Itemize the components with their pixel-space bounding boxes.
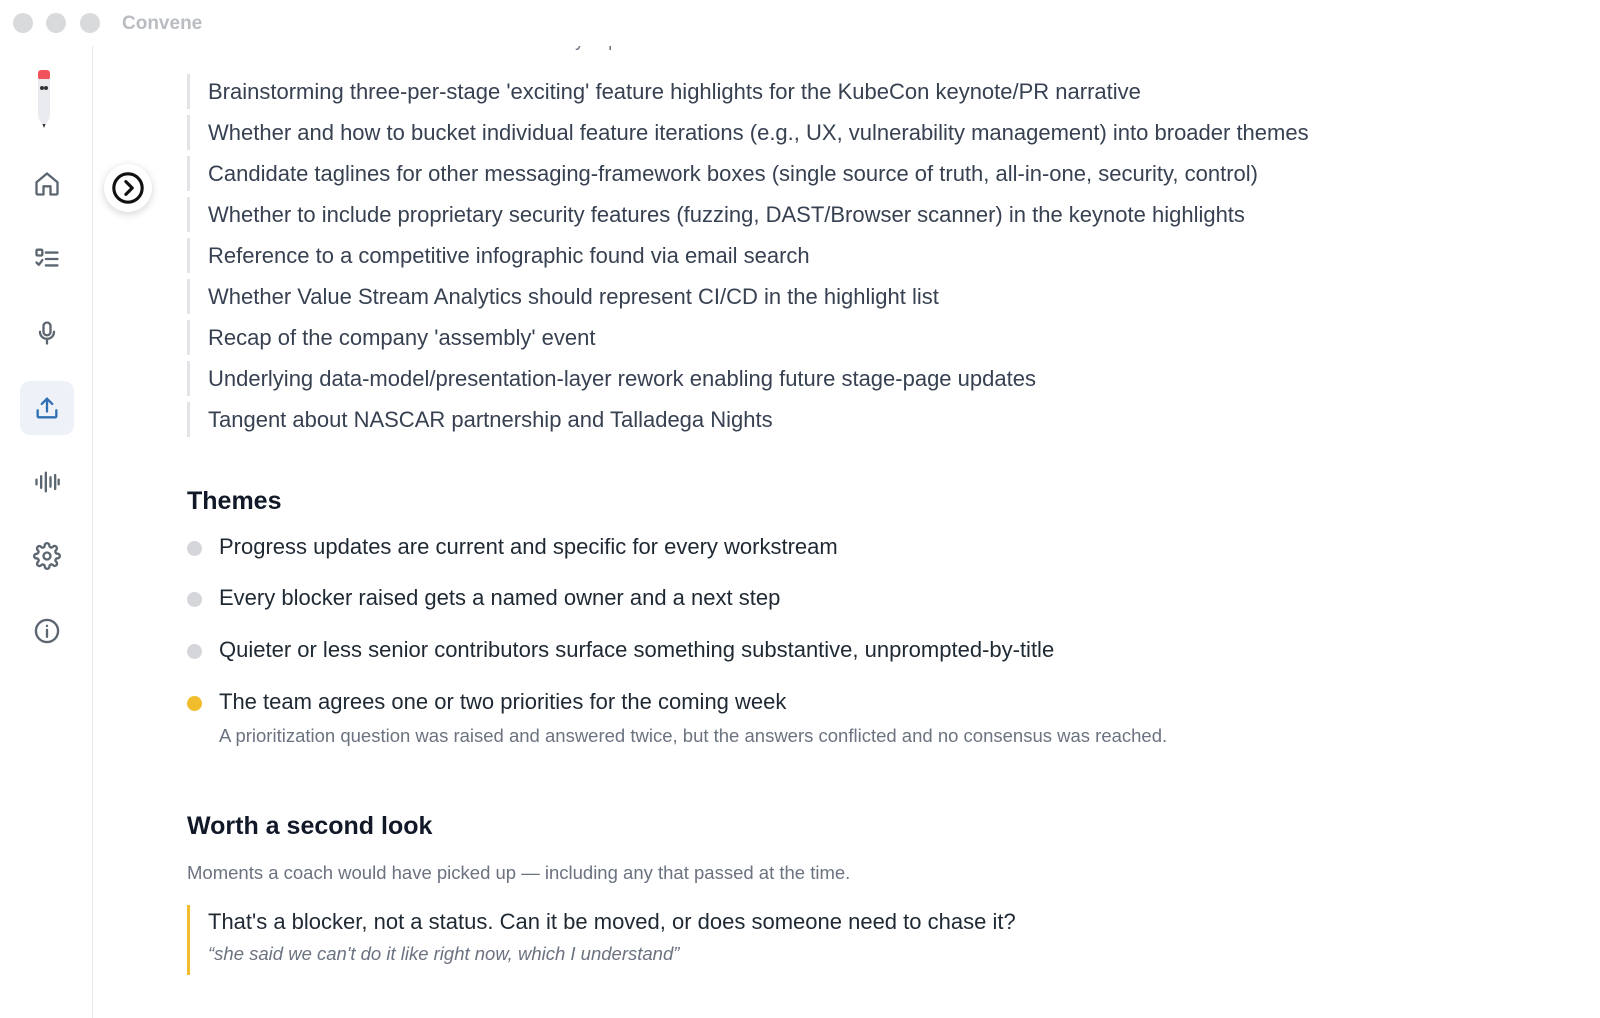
status-dot	[187, 696, 202, 711]
status-dot	[187, 644, 202, 659]
theme-text: The team agrees one or two priorities for the coming week	[219, 689, 787, 714]
sidebar-item-home[interactable]	[20, 157, 74, 211]
chevron-right-circle-icon	[111, 171, 145, 205]
checklist-icon	[33, 245, 61, 273]
sidebar-item-record[interactable]	[20, 306, 74, 360]
list-item: Candidate taglines for other messaging-framework boxes (single source of truth, all-in-one, security, control)	[187, 156, 1527, 191]
window-minimize-button[interactable]	[46, 13, 66, 33]
theme-text: Every blocker raised gets a named owner and a next step	[219, 585, 781, 610]
sidebar-item-tasks[interactable]	[20, 232, 74, 286]
list-item: Tangent about NASCAR partnership and Talladega Nights	[187, 402, 1527, 437]
list-item: Recap of the company 'assembly' event	[187, 320, 1527, 355]
toggle-panel-button[interactable]	[104, 164, 152, 212]
sidebar-item-settings[interactable]	[20, 529, 74, 583]
upload-icon	[33, 394, 61, 422]
list-item: Whether and how to bucket individual feature iterations (e.g., UX, vulnerability management) into broader themes	[187, 115, 1527, 150]
parked-topics-list	[187, 74, 1527, 443]
themes-heading: Themes	[187, 487, 282, 515]
theme-item	[187, 585, 1487, 625]
home-icon	[33, 170, 61, 198]
list-item: Whether Value Stream Analytics should represent CI/CD in the highlight list	[187, 279, 1527, 314]
sidebar-item-upload[interactable]	[20, 381, 74, 435]
status-dot	[187, 541, 202, 556]
theme-note: A prioritization question was raised and answered twice, but the answers conflicted and no consensus was reached.	[219, 725, 1168, 746]
list-item: Underlying data-model/presentation-layer rework enabling future stage-page updates	[187, 361, 1527, 396]
sidebar	[0, 46, 93, 1018]
second-look-heading: Worth a second look	[187, 812, 433, 840]
transcript-excerpt: “she said we can't do it like right now, which I understand”	[208, 943, 680, 964]
waveform-icon	[33, 468, 61, 496]
app-title: Convene	[122, 13, 203, 34]
theme-item	[187, 637, 1487, 677]
theme-item	[187, 534, 1487, 574]
coach-suggestion: That's a blocker, not a status. Can it be moved, or does someone need to chase it?	[208, 909, 1016, 934]
theme-text: Progress updates are current and specific for every workstream	[219, 534, 838, 559]
gear-icon	[33, 542, 61, 570]
list-item: Whether to include proprietary security features (fuzzing, DAST/Browser scanner) in the keynote highlights	[187, 197, 1527, 232]
second-look-subtitle: Moments a coach would have picked up — including any that passed at the time.	[187, 862, 851, 883]
theme-item	[187, 689, 1487, 759]
status-dot	[187, 592, 202, 607]
app-logo	[34, 70, 54, 132]
window-titlebar	[0, 0, 1600, 46]
info-icon	[33, 617, 61, 645]
list-item: Reference to a competitive infographic found via email search	[187, 238, 1527, 273]
sidebar-item-about[interactable]	[20, 604, 74, 658]
list-item: Brainstorming three-per-stage 'exciting' feature highlights for the KubeCon keynote/PR narrative	[187, 74, 1527, 109]
theme-text: Quieter or less senior contributors surface something substantive, unprompted-by-title	[219, 637, 1055, 662]
window-close-button[interactable]	[13, 13, 33, 33]
microphone-icon	[33, 319, 61, 347]
coach-moment-card	[187, 905, 1187, 975]
sidebar-item-audio[interactable]	[20, 455, 74, 509]
window-zoom-button[interactable]	[80, 13, 100, 33]
summary-content	[187, 0, 1567, 1018]
